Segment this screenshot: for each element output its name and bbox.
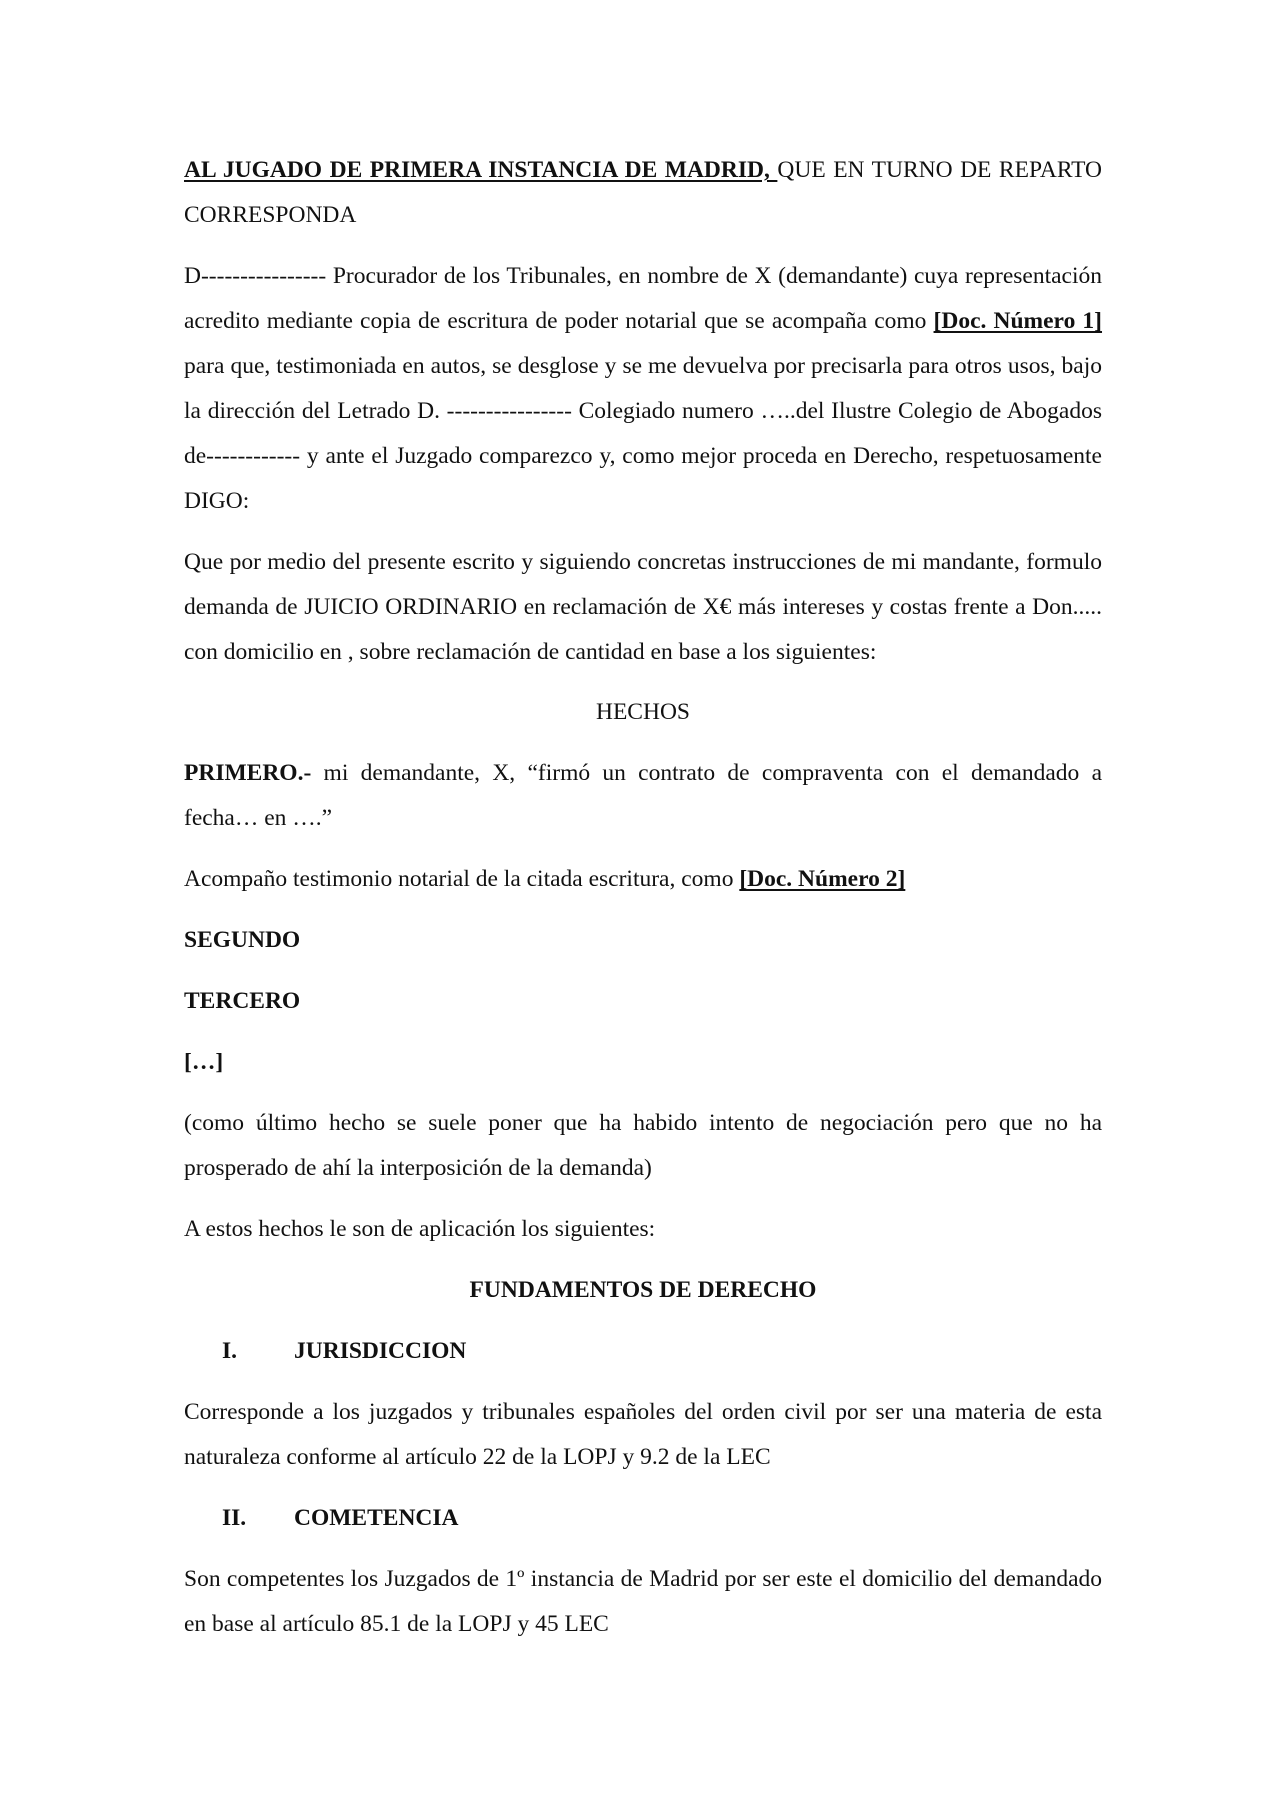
closing-paragraph: A estos hechos le son de aplicación los siguientes:	[184, 1216, 656, 1242]
court-heading-bold: AL JUGADO DE PRIMERA INSTANCIA DE MADRID,	[184, 157, 778, 183]
note-paragraph: (como último hecho se suele poner que ha habido intento de negociación pero que no ha prosperado de ahí la interposición de la demanda)	[184, 1110, 1102, 1181]
section-number: I.	[222, 1338, 238, 1364]
tercero-heading: TERCERO	[184, 988, 301, 1014]
ellipsis-marker: […]	[184, 1049, 224, 1075]
section-title: JURISDICCION	[294, 1338, 467, 1364]
court-heading	[184, 148, 1102, 238]
document-body	[184, 148, 1102, 1647]
court-heading-rest: QUE EN TURNO DE REPARTO CORRESPONDA	[184, 157, 1103, 228]
fundamentos-title: FUNDAMENTOS DE DERECHO	[469, 1277, 817, 1303]
intro-paragraph	[184, 254, 1102, 524]
section-text-jurisdiccion: Corresponde a los juzgados y tribunales españoles del orden civil por ser una materia de esta naturaleza conforme al artículo 22 de la LOPJ y 9.2 de la LEC	[184, 1399, 1102, 1470]
primero-paragraph	[184, 751, 1102, 841]
primero-text: mi demandante, X, “firmó un contrato de compraventa con el demandado a fecha… en ….”	[184, 760, 1102, 831]
attach-text: Acompaño testimonio notarial de la citada escritura, como	[184, 866, 740, 892]
demand-paragraph: Que por medio del presente escrito y siguiendo concretas instrucciones de mi mandante, formulo demanda de JUICIO ORDINARIO en reclamación de X€ más intereses y costas frente a Don..... con domicilio en , sobre reclamación de cantidad en base a los siguientes:	[184, 549, 1102, 665]
section-heading-competencia	[184, 1496, 1102, 1541]
intro-part1: D---------------- Procurador de los Tribunales, en nombre de X (demandante) cuya representación acredito mediante copia de escritura de poder notarial que se acompaña como	[184, 263, 1102, 334]
section-number: II.	[222, 1505, 247, 1531]
section-heading-jurisdiccion	[184, 1329, 1102, 1374]
hechos-title: HECHOS	[595, 699, 690, 725]
section-title: COMETENCIA	[294, 1505, 459, 1531]
segundo-heading: SEGUNDO	[184, 927, 301, 953]
doc-ref-1: [Doc. Número 1]	[933, 308, 1103, 334]
primero-label: PRIMERO.-	[184, 760, 312, 786]
attach-paragraph	[184, 857, 1102, 902]
doc-ref-2: [Doc. Número 2]	[739, 866, 906, 892]
section-text-competencia: Son competentes los Juzgados de 1º instancia de Madrid por ser este el domicilio del demandado en base al artículo 85.1 de la LOPJ y 45 LEC	[184, 1566, 1102, 1637]
intro-part2: para que, testimoniada en autos, se desglose y se me devuelva por precisarla para otros usos, bajo la dirección del Letrado D. ---------------- Colegiado numero …..del Ilustre Colegio de Abogados de------------ y ante el Juzgado comparezco y, como mejor proceda en Derecho, respetuosamente DIGO:	[184, 353, 1102, 514]
